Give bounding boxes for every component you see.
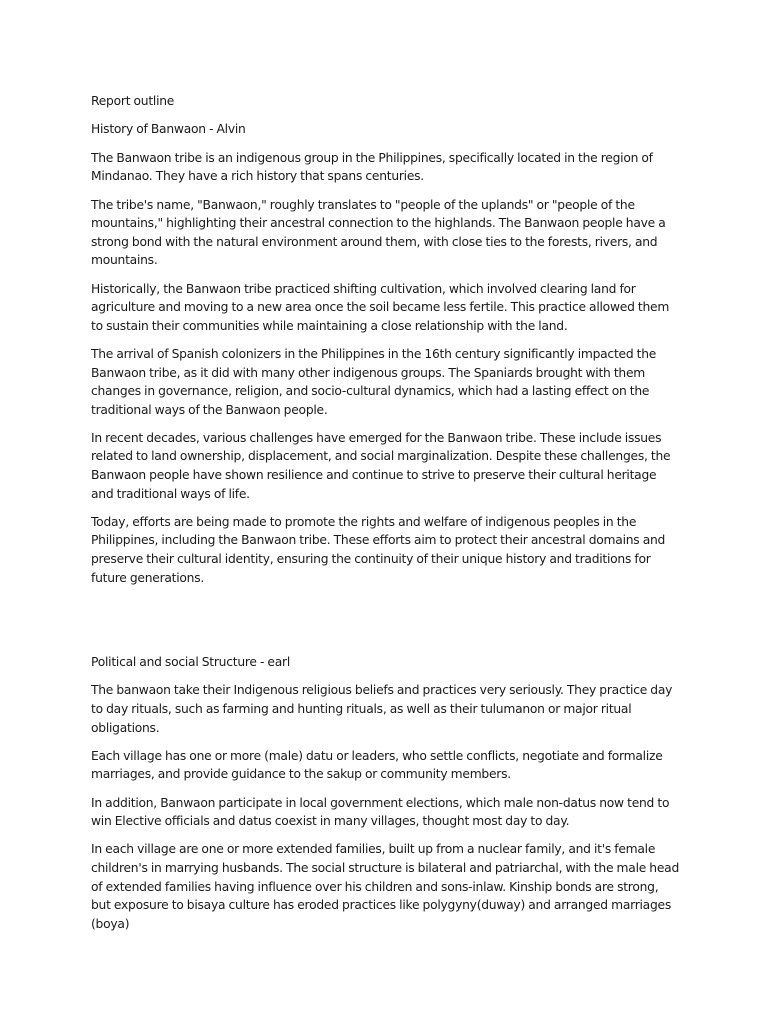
paragraph: The banwaon take their Indigenous religious beliefs and practices very seriously. They practice day to day rituals, such as farming and hunting rituals, as well as their tulumanon or major ritual obligations. — [91, 683, 673, 735]
paragraph: The arrival of Spanish colonizers in the Philippines in the 16th century significantly impacted the Banwaon tribe, as it did with many other indigenous groups. The Spaniards brought with them changes in governance, religion, and socio-cultural dynamics, which had a lasting effect on the traditional ways of the Banwaon people. — [91, 346, 657, 417]
section-spacer — [91, 597, 681, 653]
document-page — [91, 92, 681, 943]
paragraph: The tribe's name, "Banwaon," roughly translates to "people of the uplands" or "people of the mountains," highlighting their ancestral connection to the highlands. The Banwaon people have a strong bond with the natural environment around them, with close ties to the forests, rivers, and mountains. — [91, 197, 666, 268]
paragraph: In addition, Banwaon participate in local government elections, which male non-datus now tend to win Elective officials and datus coexist in many villages, thought most day to day. — [91, 795, 670, 829]
outline-title: Report outline — [91, 94, 175, 108]
paragraph: Today, efforts are being made to promote the rights and welfare of indigenous peoples in the Philippines, including the Banwaon tribe. These efforts aim to protect their ancestral domains and preserve their cultural identity, ensuring the continuity of their unique history and traditions for future generations. — [91, 514, 666, 585]
paragraph: Each village has one or more (male) datu or leaders, who settle conflicts, negotiate and formalize marriages, and provide guidance to the sakup or community members. — [91, 748, 663, 782]
paragraph: In recent decades, various challenges have emerged for the Banwaon tribe. These include issues related to land ownership, displacement, and social marginalization. Despite these challenges, the Banwaon people have shown resilience and continue to strive to preserve their cultural heritage and traditional ways of life. — [91, 430, 671, 501]
section-heading-history: History of Banwaon - Alvin — [91, 122, 246, 137]
section-heading-political: Political and social Structure - earl — [91, 654, 290, 669]
paragraph: In each village are one or more extended families, built up from a nuclear family, and it's female children's in marrying husbands. The social structure is bilateral and patriarchal, with the male head of extended families having influence over his children and sons-inlaw. Kinship bonds are strong, but exposure to bisaya culture has eroded practices like polygyny(duway) and arranged marriages (boya) — [91, 842, 680, 931]
paragraph: Historically, the Banwaon tribe practiced shifting cultivation, which involved clearing land for agriculture and moving to a new area once the soil became less fertile. This practice allowed them to sustain their communities while maintaining a close relationship with the land. — [91, 281, 670, 333]
paragraph: The Banwaon tribe is an indigenous group in the Philippines, specifically located in the region of Mindanao. They have a rich history that spans centuries. — [91, 150, 653, 184]
